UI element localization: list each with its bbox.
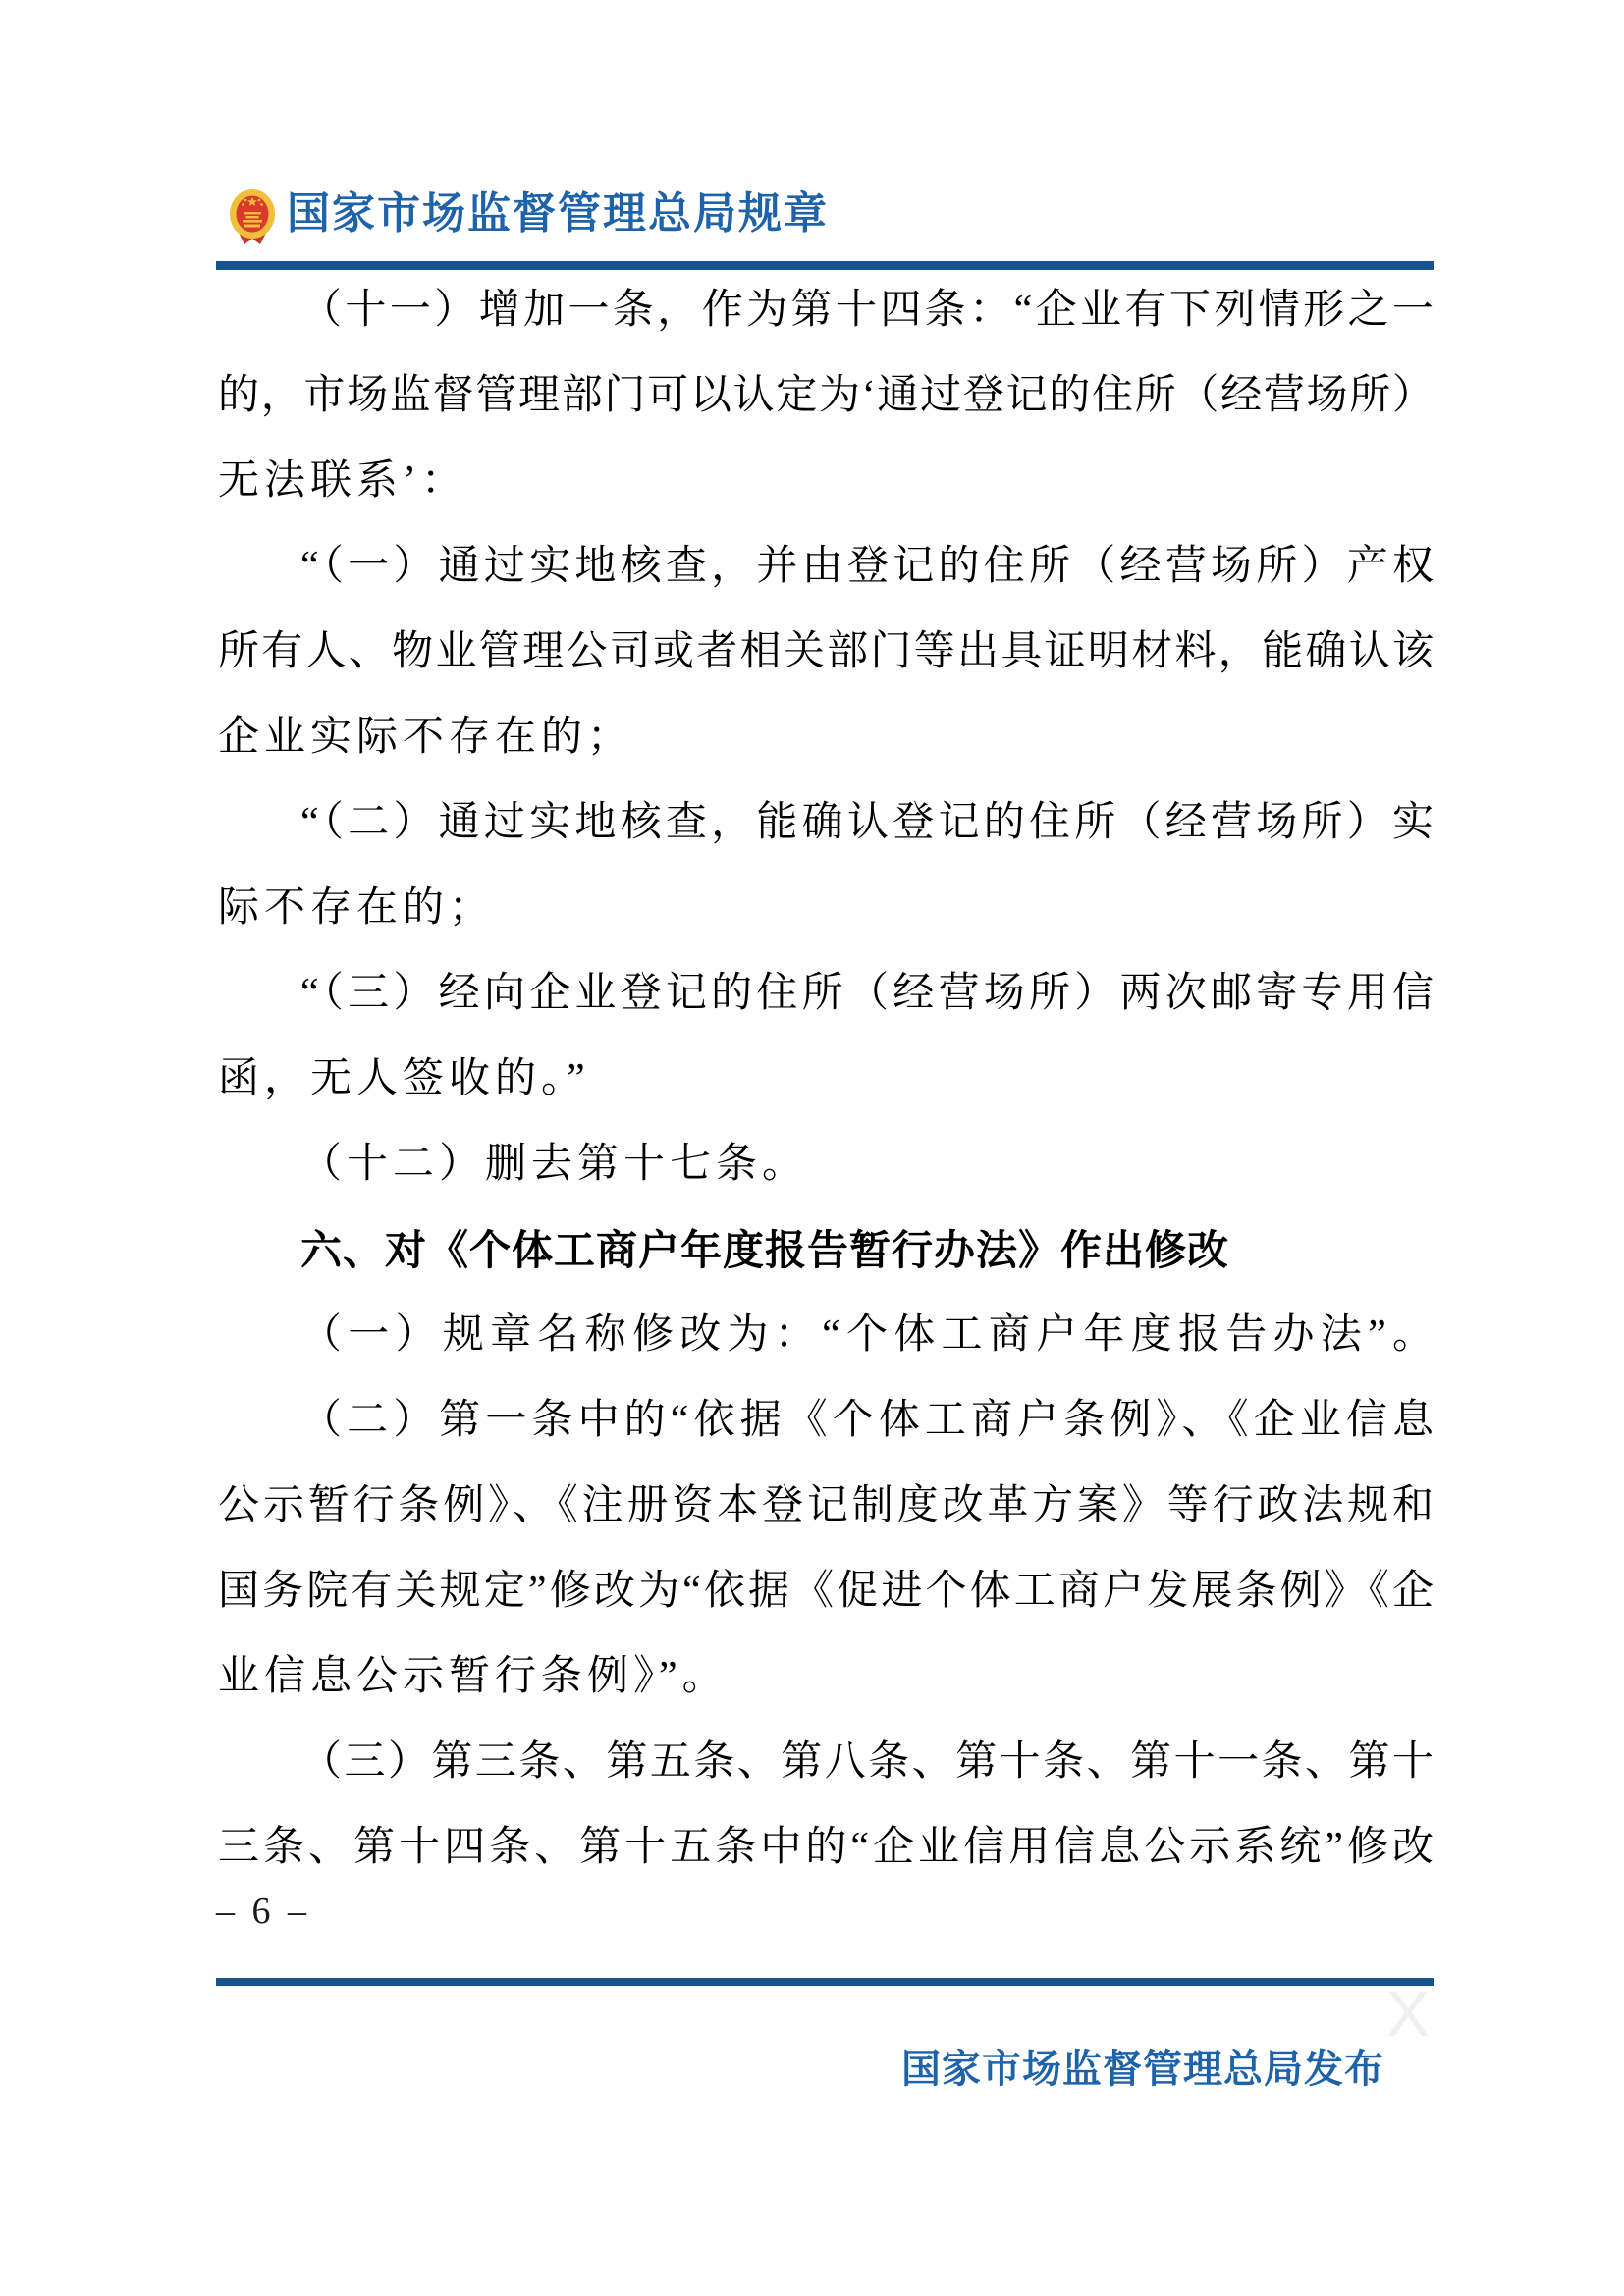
body-line: 公示暂行条例》、《注册资本登记制度改革方案》等行政法规和: [218, 1483, 1434, 1528]
body-line: 际不存在的；: [218, 885, 496, 931]
body-line: （十一）增加一条，作为第十四条：“企业有下列情形之一: [300, 288, 1434, 333]
body-line: “（二）通过实地核查，能确认登记的住所（经营场所）实: [300, 800, 1434, 845]
publisher-label: 国家市场监督管理总局发布: [901, 2048, 1384, 2091]
page-number: – 6 –: [216, 1891, 310, 1932]
body-line: “（三）经向企业登记的住所（经营场所）两次邮寄专用信: [300, 971, 1434, 1016]
body-line: 国务院有关规定”修改为“依据《促进个体工商户发展条例》《企: [218, 1569, 1434, 1614]
body-line: “（一）通过实地核查，并由登记的住所（经营场所）产权: [300, 544, 1434, 589]
body-line: 三条、第十四条、第十五条中的“企业信用信息公示系统”修改: [218, 1825, 1434, 1870]
body-line: （一）规章名称修改为：“个体工商户年度报告办法”。: [300, 1312, 1434, 1358]
header-title: 国家市场监督管理总局规章: [287, 189, 829, 238]
footer-rule: [216, 1978, 1434, 1986]
document-body: [218, 268, 1434, 1891]
body-line: 的，市场监督管理部门可以认定为‘通过登记的住所（经营场所）: [218, 373, 1434, 418]
body-line: （三）第三条、第五条、第八条、第十条、第十一条、第十: [300, 1739, 1434, 1785]
body-line: 函，无人签收的。”: [218, 1056, 590, 1101]
body-line: （十二）删去第十七条。: [300, 1142, 809, 1187]
body-line: （二）第一条中的“依据《个体工商户条例》、《企业信息: [300, 1398, 1434, 1443]
body-line: 业信息公示暂行条例》”。: [218, 1654, 729, 1699]
body-line: 企业实际不存在的；: [218, 715, 634, 760]
watermark-x: X: [1386, 1977, 1431, 2050]
section-heading: 六、对《个体工商户年度报告暂行办法》作出修改: [300, 1227, 1230, 1273]
china-national-emblem-icon: [229, 188, 276, 245]
body-line: 无法联系’：: [218, 458, 467, 504]
body-line: 所有人、物业管理公司或者相关部门等出具证明材料，能确认该: [218, 629, 1434, 674]
